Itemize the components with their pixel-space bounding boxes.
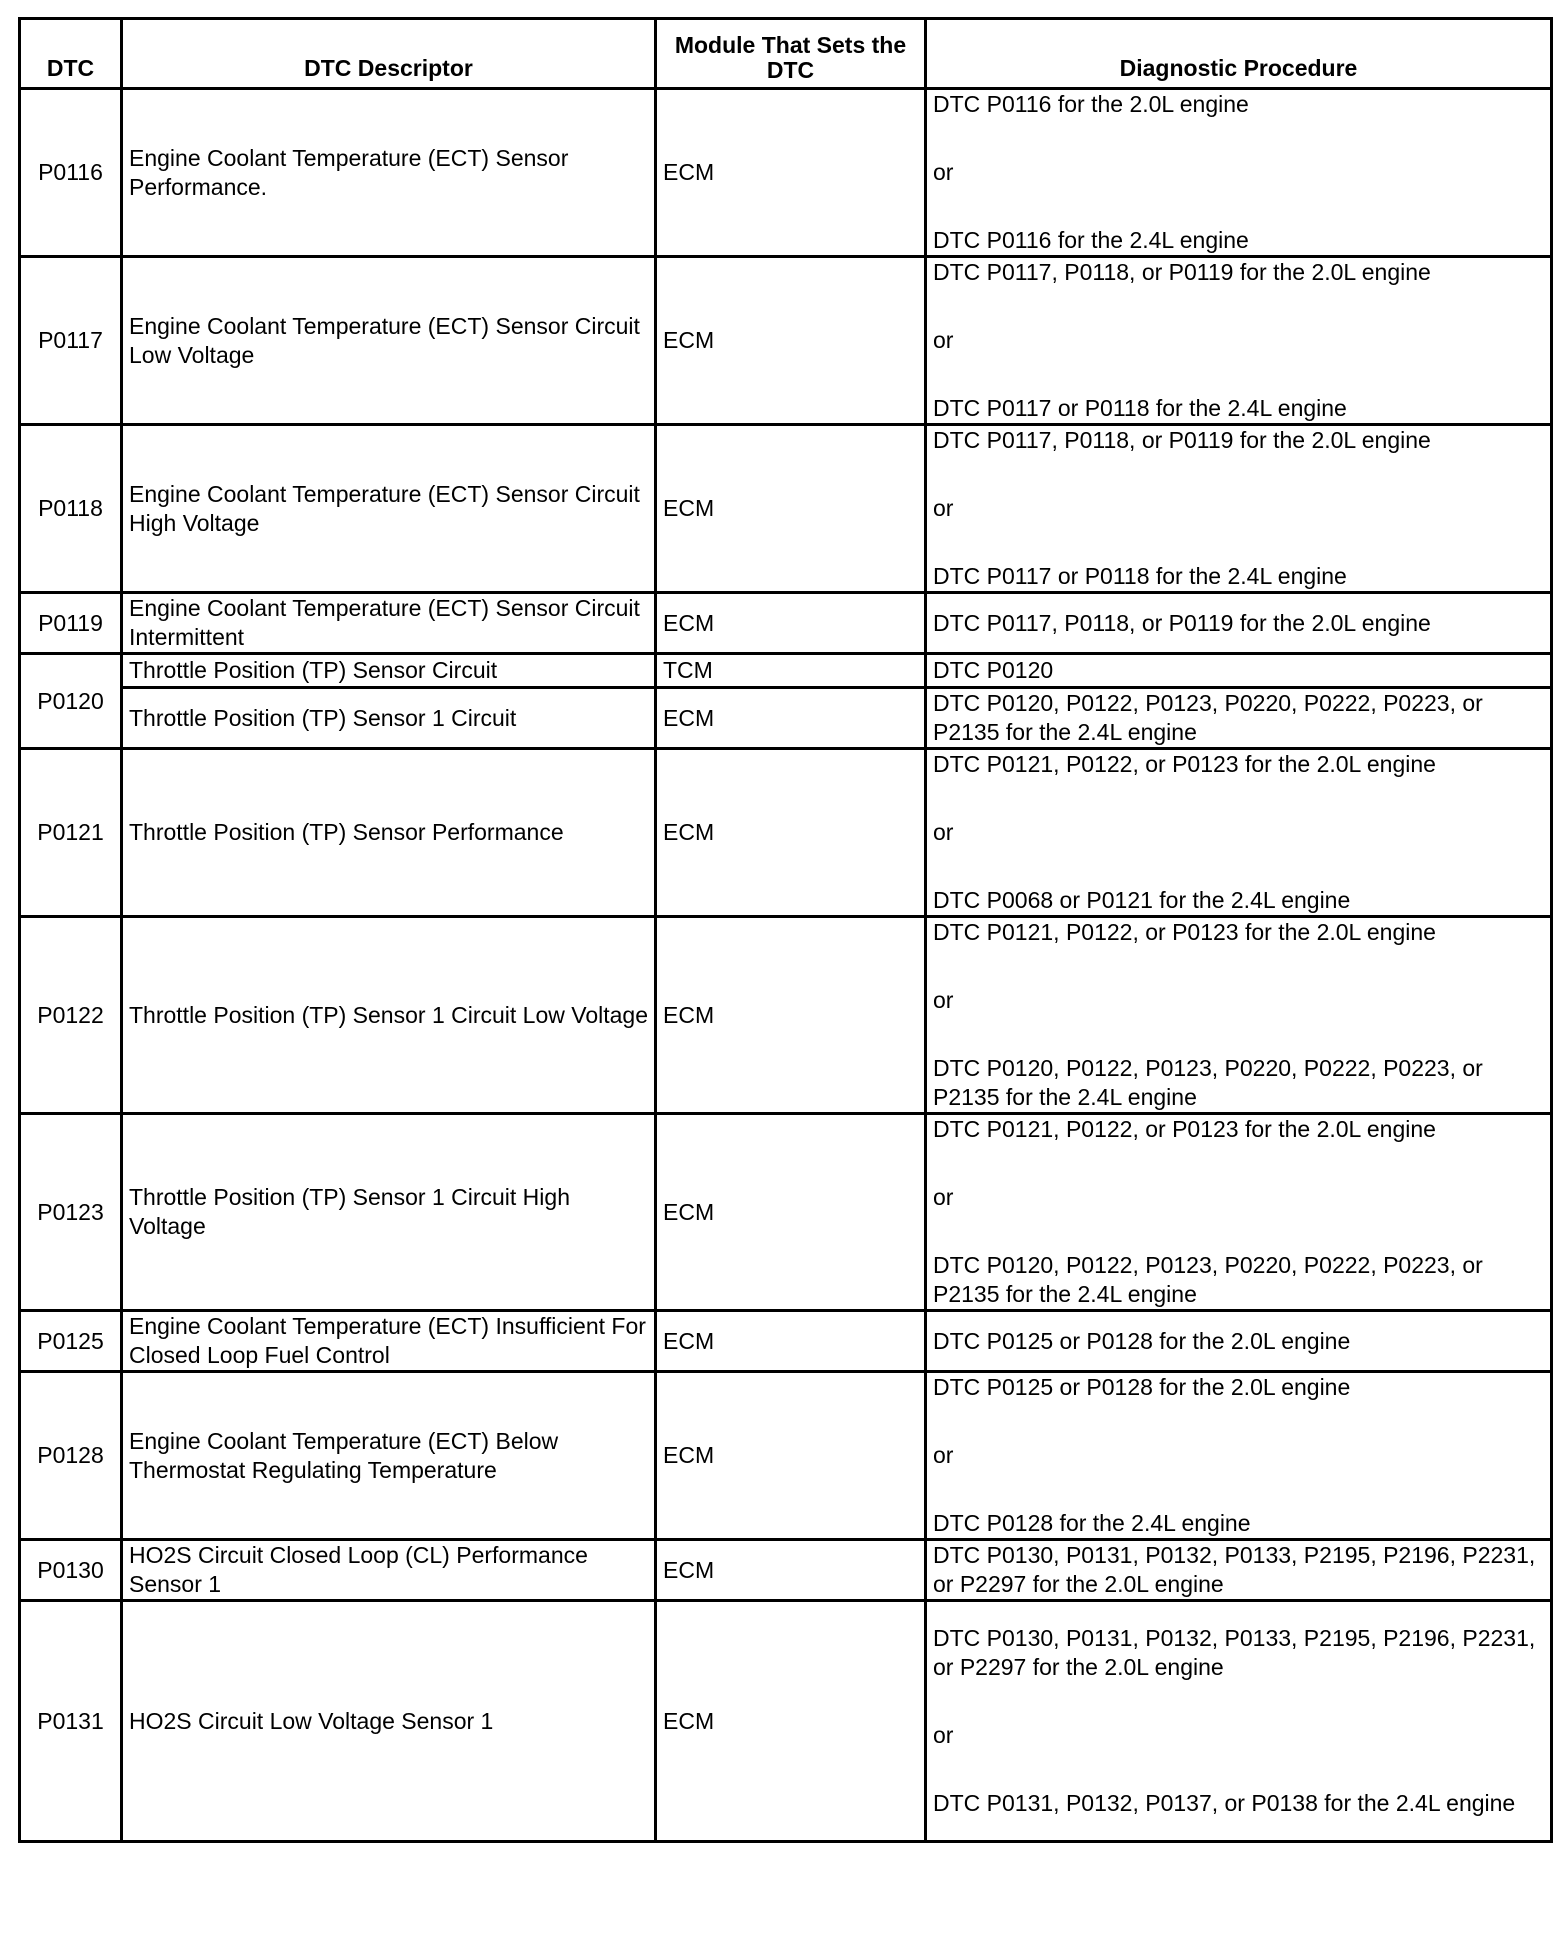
dtc-descriptor: Throttle Position (TP) Sensor 1 Circuit High Voltage — [122, 1114, 656, 1311]
dtc-code: P0122 — [20, 917, 122, 1114]
dtc-descriptor: Engine Coolant Temperature (ECT) Sensor Circuit Intermittent — [122, 593, 656, 654]
procedure-or: or — [933, 1722, 954, 1748]
procedure-line: DTC P0120, P0122, P0123, P0220, P0222, P0223, or P2135 for the 2.4L engine — [933, 1055, 1483, 1110]
header-descriptor: DTC Descriptor — [122, 19, 656, 89]
dtc-descriptor: Throttle Position (TP) Sensor Performance — [122, 749, 656, 917]
procedure-line: DTC P0125 or P0128 for the 2.0L engine — [933, 1374, 1351, 1400]
table-row — [20, 917, 1552, 1114]
module: ECM — [656, 917, 926, 1114]
table-row — [20, 1372, 1552, 1540]
dtc-code: P0130 — [20, 1540, 122, 1601]
module: ECM — [656, 1540, 926, 1601]
module: ECM — [656, 593, 926, 654]
diagnostic-procedure — [926, 1114, 1552, 1311]
procedure-line: DTC P0117 or P0118 for the 2.4L engine — [933, 395, 1347, 421]
dtc-code: P0128 — [20, 1372, 122, 1540]
dtc-descriptor: Throttle Position (TP) Sensor 1 Circuit — [122, 688, 656, 749]
diagnostic-procedure: DTC P0120, P0122, P0123, P0220, P0222, P0223, or P2135 for the 2.4L engine — [926, 688, 1552, 749]
procedure-line: DTC P0131, P0132, P0137, or P0138 for the 2.4L engine — [933, 1790, 1516, 1816]
diagnostic-procedure — [926, 425, 1552, 593]
module: ECM — [656, 425, 926, 593]
procedure-line: DTC P0117 or P0118 for the 2.4L engine — [933, 563, 1347, 589]
diagnostic-procedure: DTC P0130, P0131, P0132, P0133, P2195, P2196, P2231, or P2297 for the 2.0L engine — [926, 1540, 1552, 1601]
dtc-code: P0118 — [20, 425, 122, 593]
dtc-code: P0131 — [20, 1601, 122, 1842]
dtc-code: P0120 — [20, 654, 122, 749]
dtc-descriptor: Engine Coolant Temperature (ECT) Below Thermostat Regulating Temperature — [122, 1372, 656, 1540]
dtc-descriptor: Engine Coolant Temperature (ECT) Sensor Circuit High Voltage — [122, 425, 656, 593]
header-row — [20, 19, 1552, 89]
diagnostic-procedure — [926, 917, 1552, 1114]
dtc-descriptor: Engine Coolant Temperature (ECT) Sensor Circuit Low Voltage — [122, 257, 656, 425]
procedure-line: DTC P0120, P0122, P0123, P0220, P0222, P0223, or P2135 for the 2.4L engine — [933, 1252, 1483, 1307]
table-row — [20, 89, 1552, 257]
dtc-descriptor: Engine Coolant Temperature (ECT) Insufficient For Closed Loop Fuel Control — [122, 1311, 656, 1372]
dtc-descriptor: HO2S Circuit Closed Loop (CL) Performance Sensor 1 — [122, 1540, 656, 1601]
procedure-line: DTC P0116 for the 2.0L engine — [933, 91, 1249, 117]
diagnostic-procedure: DTC P0120 — [926, 654, 1552, 688]
diagnostic-procedure — [926, 1372, 1552, 1540]
module: ECM — [656, 89, 926, 257]
module: TCM — [656, 654, 926, 688]
table-row — [20, 1114, 1552, 1311]
table-row — [20, 257, 1552, 425]
header-module-line2: DTC — [766, 57, 815, 83]
table-row — [20, 654, 1552, 688]
table-row — [20, 749, 1552, 917]
diagnostic-procedure: DTC P0125 or P0128 for the 2.0L engine — [926, 1311, 1552, 1372]
procedure-line: DTC P0130, P0131, P0132, P0133, P2195, P2196, P2231, or P2297 for the 2.0L engine — [933, 1625, 1536, 1680]
module: ECM — [656, 1372, 926, 1540]
procedure-or: or — [933, 327, 954, 353]
header-module-line1: Module That Sets the — [674, 32, 907, 58]
procedure-or: or — [933, 159, 954, 185]
dtc-code: P0123 — [20, 1114, 122, 1311]
table-row — [20, 425, 1552, 593]
module: ECM — [656, 1114, 926, 1311]
module: ECM — [656, 749, 926, 917]
table-row — [20, 688, 1552, 749]
procedure-or: or — [933, 819, 954, 845]
dtc-code: P0125 — [20, 1311, 122, 1372]
dtc-descriptor: HO2S Circuit Low Voltage Sensor 1 — [122, 1601, 656, 1842]
table-row — [20, 593, 1552, 654]
module: ECM — [656, 688, 926, 749]
table-row — [20, 1601, 1552, 1842]
procedure-line: DTC P0121, P0122, or P0123 for the 2.0L engine — [933, 751, 1436, 777]
dtc-descriptor: Throttle Position (TP) Sensor 1 Circuit Low Voltage — [122, 917, 656, 1114]
module: ECM — [656, 1311, 926, 1372]
procedure-line: DTC P0121, P0122, or P0123 for the 2.0L engine — [933, 1116, 1436, 1142]
header-module — [656, 19, 926, 89]
procedure-or: or — [933, 495, 954, 521]
diagnostic-procedure: DTC P0117, P0118, or P0119 for the 2.0L engine — [926, 593, 1552, 654]
procedure-line: DTC P0121, P0122, or P0123 for the 2.0L engine — [933, 919, 1436, 945]
procedure-line: DTC P0116 for the 2.4L engine — [933, 227, 1249, 253]
dtc-code: P0116 — [20, 89, 122, 257]
table-row — [20, 1311, 1552, 1372]
procedure-or: or — [933, 1442, 954, 1468]
module: ECM — [656, 257, 926, 425]
diagnostic-procedure — [926, 257, 1552, 425]
table-row — [20, 1540, 1552, 1601]
procedure-line: DTC P0117, P0118, or P0119 for the 2.0L engine — [933, 259, 1431, 285]
diagnostic-procedure — [926, 1601, 1552, 1842]
dtc-code: P0121 — [20, 749, 122, 917]
dtc-code: P0119 — [20, 593, 122, 654]
dtc-descriptor: Throttle Position (TP) Sensor Circuit — [122, 654, 656, 688]
header-procedure: Diagnostic Procedure — [926, 19, 1552, 89]
procedure-or: or — [933, 1184, 954, 1210]
procedure-line: DTC P0128 for the 2.4L engine — [933, 1510, 1251, 1536]
header-dtc: DTC — [20, 19, 122, 89]
procedure-line: DTC P0117, P0118, or P0119 for the 2.0L engine — [933, 427, 1431, 453]
dtc-code: P0117 — [20, 257, 122, 425]
dtc-table — [18, 17, 1553, 1843]
procedure-line: DTC P0068 or P0121 for the 2.4L engine — [933, 887, 1351, 913]
procedure-or: or — [933, 987, 954, 1013]
module: ECM — [656, 1601, 926, 1842]
dtc-descriptor: Engine Coolant Temperature (ECT) Sensor Performance. — [122, 89, 656, 257]
diagnostic-procedure — [926, 749, 1552, 917]
diagnostic-procedure — [926, 89, 1552, 257]
